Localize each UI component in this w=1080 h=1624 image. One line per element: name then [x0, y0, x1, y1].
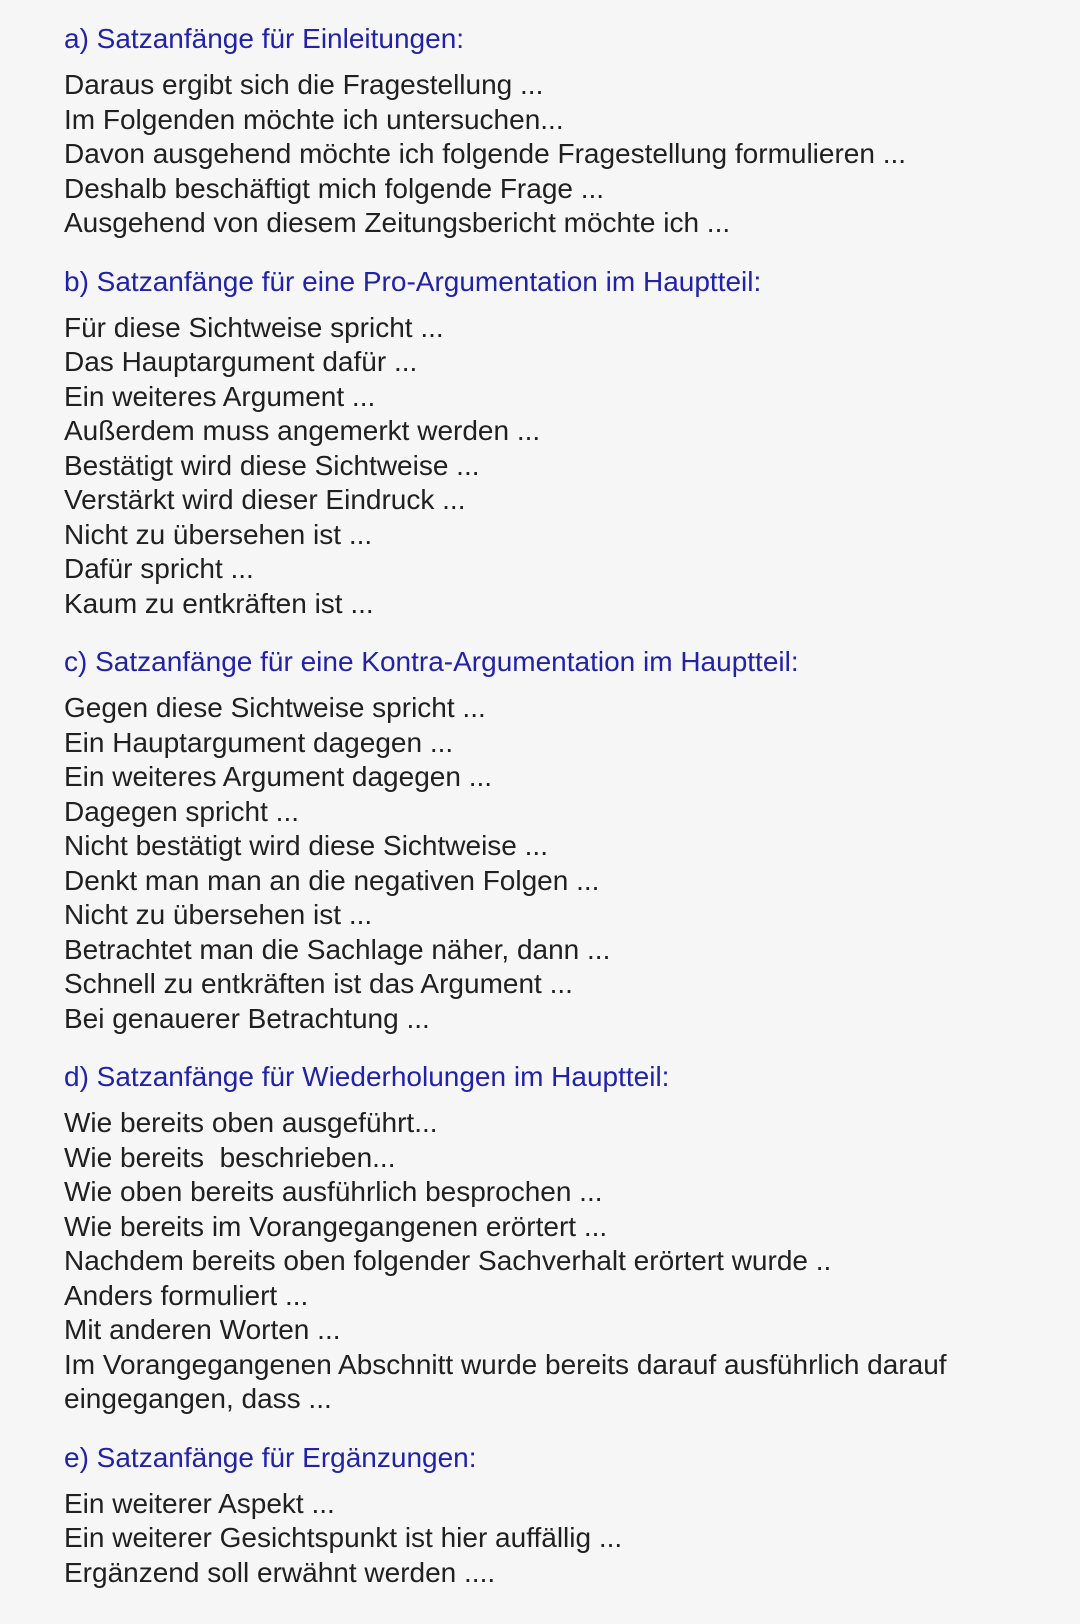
phrase-line: Nachdem bereits oben folgender Sachverhalt erörtert wurde .. — [64, 1245, 832, 1276]
section-einleitungen — [64, 20, 1020, 241]
phrase-line: Nicht zu übersehen ist ... — [64, 899, 373, 930]
phrase-line: Dafür spricht ... — [64, 553, 254, 584]
phrase-line: Ergänzend soll erwähnt werden .... — [64, 1556, 496, 1588]
phrase-line: Bestätigt wird diese Sichtweise ... — [64, 449, 480, 481]
section-heading: c) Satzanfänge für eine Kontra-Argumentation im Hauptteil: — [64, 646, 799, 677]
phrase-line: Davon ausgehend möchte ich folgende Fragestellung formulieren ... — [64, 138, 907, 169]
phrase-line: Anders formuliert ... — [64, 1279, 309, 1311]
phrase-line: Ausgehend von diesem Zeitungsbericht möchte ich ... — [64, 207, 731, 238]
section-pro-argumentation — [64, 263, 1020, 622]
phrase-line: Ein weiteres Argument dagegen ... — [64, 761, 493, 792]
phrase-line: Deshalb beschäftigt mich folgende Frage ... — [64, 172, 605, 204]
phrase-line: Mit anderen Worten ... — [64, 1314, 341, 1345]
phrase-line: Verstärkt wird dieser Eindruck ... — [64, 484, 466, 515]
section-ergaenzungen — [64, 1439, 1020, 1591]
phrase-line: Denkt man man an die negativen Folgen ... — [64, 864, 600, 896]
phrase-line: Daraus ergibt sich die Fragestellung ... — [64, 69, 544, 100]
phrase-line: Ein Hauptargument dagegen ... — [64, 726, 454, 758]
phrase-line: Wie oben bereits ausführlich besprochen ... — [64, 1176, 603, 1207]
section-heading: a) Satzanfänge für Einleitungen: — [64, 23, 465, 54]
phrase-line: Nicht bestätigt wird diese Sichtweise ... — [64, 830, 548, 861]
section-heading: e) Satzanfänge für Ergänzungen: — [64, 1441, 477, 1473]
phrase-line: Für diese Sichtweise spricht ... — [64, 311, 444, 343]
section-kontra-argumentation — [64, 643, 1020, 1036]
section-heading: d) Satzanfänge für Wiederholungen im Hauptteil: — [64, 1061, 670, 1092]
phrase-line: Kaum zu entkräften ist ... — [64, 587, 374, 619]
phrase-line: Im Folgenden möchte ich untersuchen... — [64, 103, 564, 135]
phrase-line: Ein weiteres Argument ... — [64, 380, 376, 412]
phrase-line: Nicht zu übersehen ist ... — [64, 518, 373, 550]
section-heading: b) Satzanfänge für eine Pro-Argumentation im Hauptteil: — [64, 265, 762, 297]
phrase-line: Ein weiterer Aspekt ... — [64, 1487, 335, 1519]
phrase-line: Außerdem muss angemerkt werden ... — [64, 415, 541, 446]
phrase-line: Wie bereits beschrieben... — [64, 1141, 396, 1173]
phrase-line: Wie bereits im Vorangegangenen erörtert ... — [64, 1210, 608, 1242]
section-wiederholungen — [64, 1058, 1020, 1417]
phrase-line: Dagegen spricht ... — [64, 795, 300, 827]
phrase-line: Ein weiterer Gesichtspunkt ist hier auffällig ... — [64, 1522, 623, 1553]
phrase-line: Das Hauptargument dafür ... — [64, 346, 418, 377]
phrase-line: Bei genauerer Betrachtung ... — [64, 1002, 430, 1034]
phrase-line: Im Vorangegangenen Abschnitt wurde bereits darauf ausführlich darauf — [64, 1348, 947, 1380]
phrase-line: Schnell zu entkräften ist das Argument ... — [64, 968, 573, 999]
phrase-line: Gegen diese Sichtweise spricht ... — [64, 692, 486, 723]
phrase-line: eingegangen, dass ... — [64, 1383, 332, 1414]
phrase-line: Betrachtet man die Sachlage näher, dann ... — [64, 933, 611, 965]
phrase-line: Wie bereits oben ausgeführt... — [64, 1107, 438, 1138]
